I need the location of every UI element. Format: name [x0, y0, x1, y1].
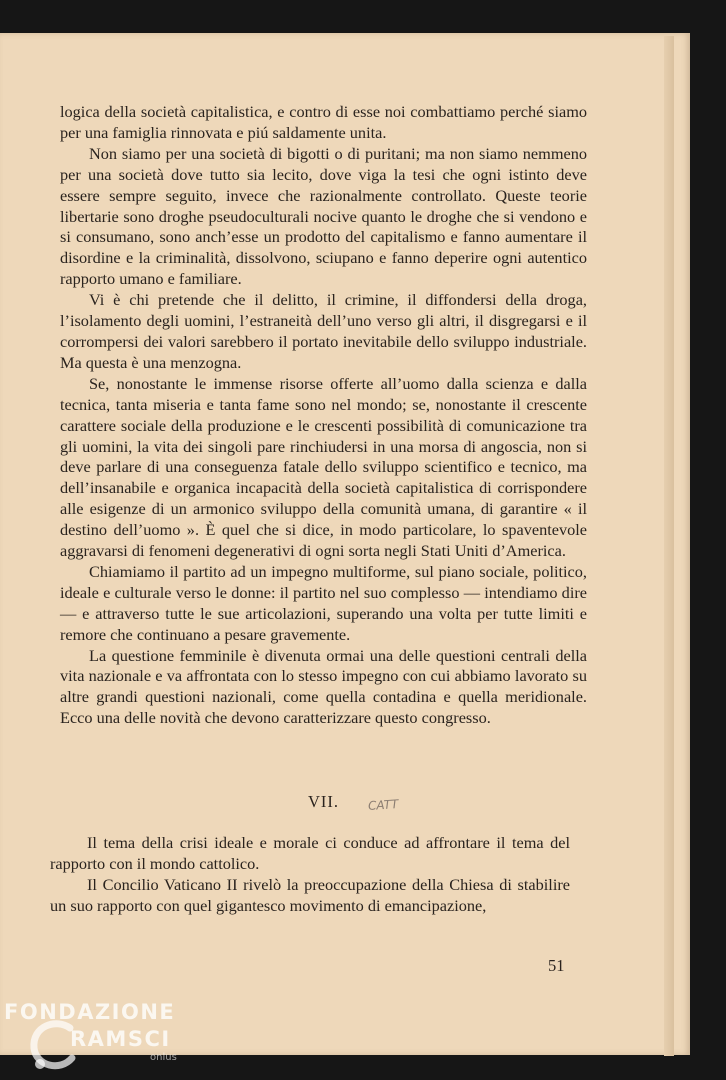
section-heading: VII.	[307, 792, 340, 811]
page-number: 51	[548, 956, 565, 975]
paragraph: Chiamiamo il partito ad un impegno multiforme, sul piano sociale, politico, ideale e culturale verso le donne: il partito nel suo complesso — intendiamo dire — e attraverso tutte le sue articolazioni, superando una volta per tutte limiti e remore che continuano a pesare gravemente.	[60, 561, 587, 644]
handwritten-annotation: CATT	[367, 796, 399, 814]
body-text-bottom	[50, 833, 570, 917]
paragraph: Se, nonostante le immense risorse offerte all’uomo dalla scienza e dalla tecnica, tanta miseria e tanta fame sono nel mondo; se, nonostante il crescente carattere sociale della produzione e le crescenti possibilità di comunicazione tra gli uomini, la vita dei singoli pare rinchiudersi in una morsa di angoscia, non si deve parlare di una conseguenza fatale dello sviluppo scientifico e tecnico, ma dell’insanabile e organica incapacità della società capitalistica di corrispondere alle esigenze di un armonico sviluppo della comunità umana, di garantire « il destino dell’uomo ». È quel che si dice, in modo particolare, lo spaventevole aggravarsi di fenomeni degenerativi di ogni sorta negli Stati Uniti d’America.	[60, 373, 587, 561]
body-text-top	[60, 102, 587, 729]
watermark-line2: RAMSCI	[70, 1027, 171, 1051]
page-edge-shadow	[664, 36, 674, 1056]
paragraph: La questione femminile è divenuta ormai una delle questioni centrali della vita nazionale e va affrontata con lo stesso impegno con cui abbiamo lavorato su altre grandi questioni nazionali, come quella contadina e quella meridionale. Ecco una delle novità che devono caratterizzare questo congresso.	[60, 645, 587, 728]
paragraph: Non siamo per una società di bigotti o di puritani; ma non siamo nemmeno per una società dove tutto sia lecito, dove viga la tesi che ogni istinto deve essere sempre seguito, invece che razionalmente controllato. Queste teorie libertarie sono droghe pseudoculturali nocive quanto le droghe che si vendono e si consumano, sono anch’esse un prodotto del capitalismo e fanno aumentare il disordine e la criminalità, dissolvono, sciupano e fanno deperire ogni autentico rapporto umano e familiare.	[60, 143, 587, 289]
paragraph: Il Concilio Vaticano II rivelò la preoccupazione della Chiesa di stabilire un suo rapporto con quel gigantesco movimento di emancipazione,	[50, 874, 570, 915]
watermark-line3: onlus	[150, 1052, 177, 1063]
watermark-line1: FONDAZIONE	[4, 1000, 176, 1024]
paragraph: Il tema della crisi ideale e morale ci conduce ad affrontare il tema del rapporto con il mondo cattolico.	[50, 833, 570, 873]
paragraph: Vi è chi pretende che il delitto, il crimine, il diffondersi della droga, l’isolamento degli uomini, l’estraneità dell’uno verso gli altri, il disgregarsi e il corrompersi dei valori sarebbero il portato inevitabile dello sviluppo industriale. Ma questa è una menzogna.	[60, 290, 587, 372]
fondazione-gramsci-watermark	[4, 1000, 184, 1075]
paragraph: logica della società capitalistica, e contro di esse noi combattiamo perché siamo per una famiglia rinnovata e piú saldamente unita.	[60, 102, 587, 142]
